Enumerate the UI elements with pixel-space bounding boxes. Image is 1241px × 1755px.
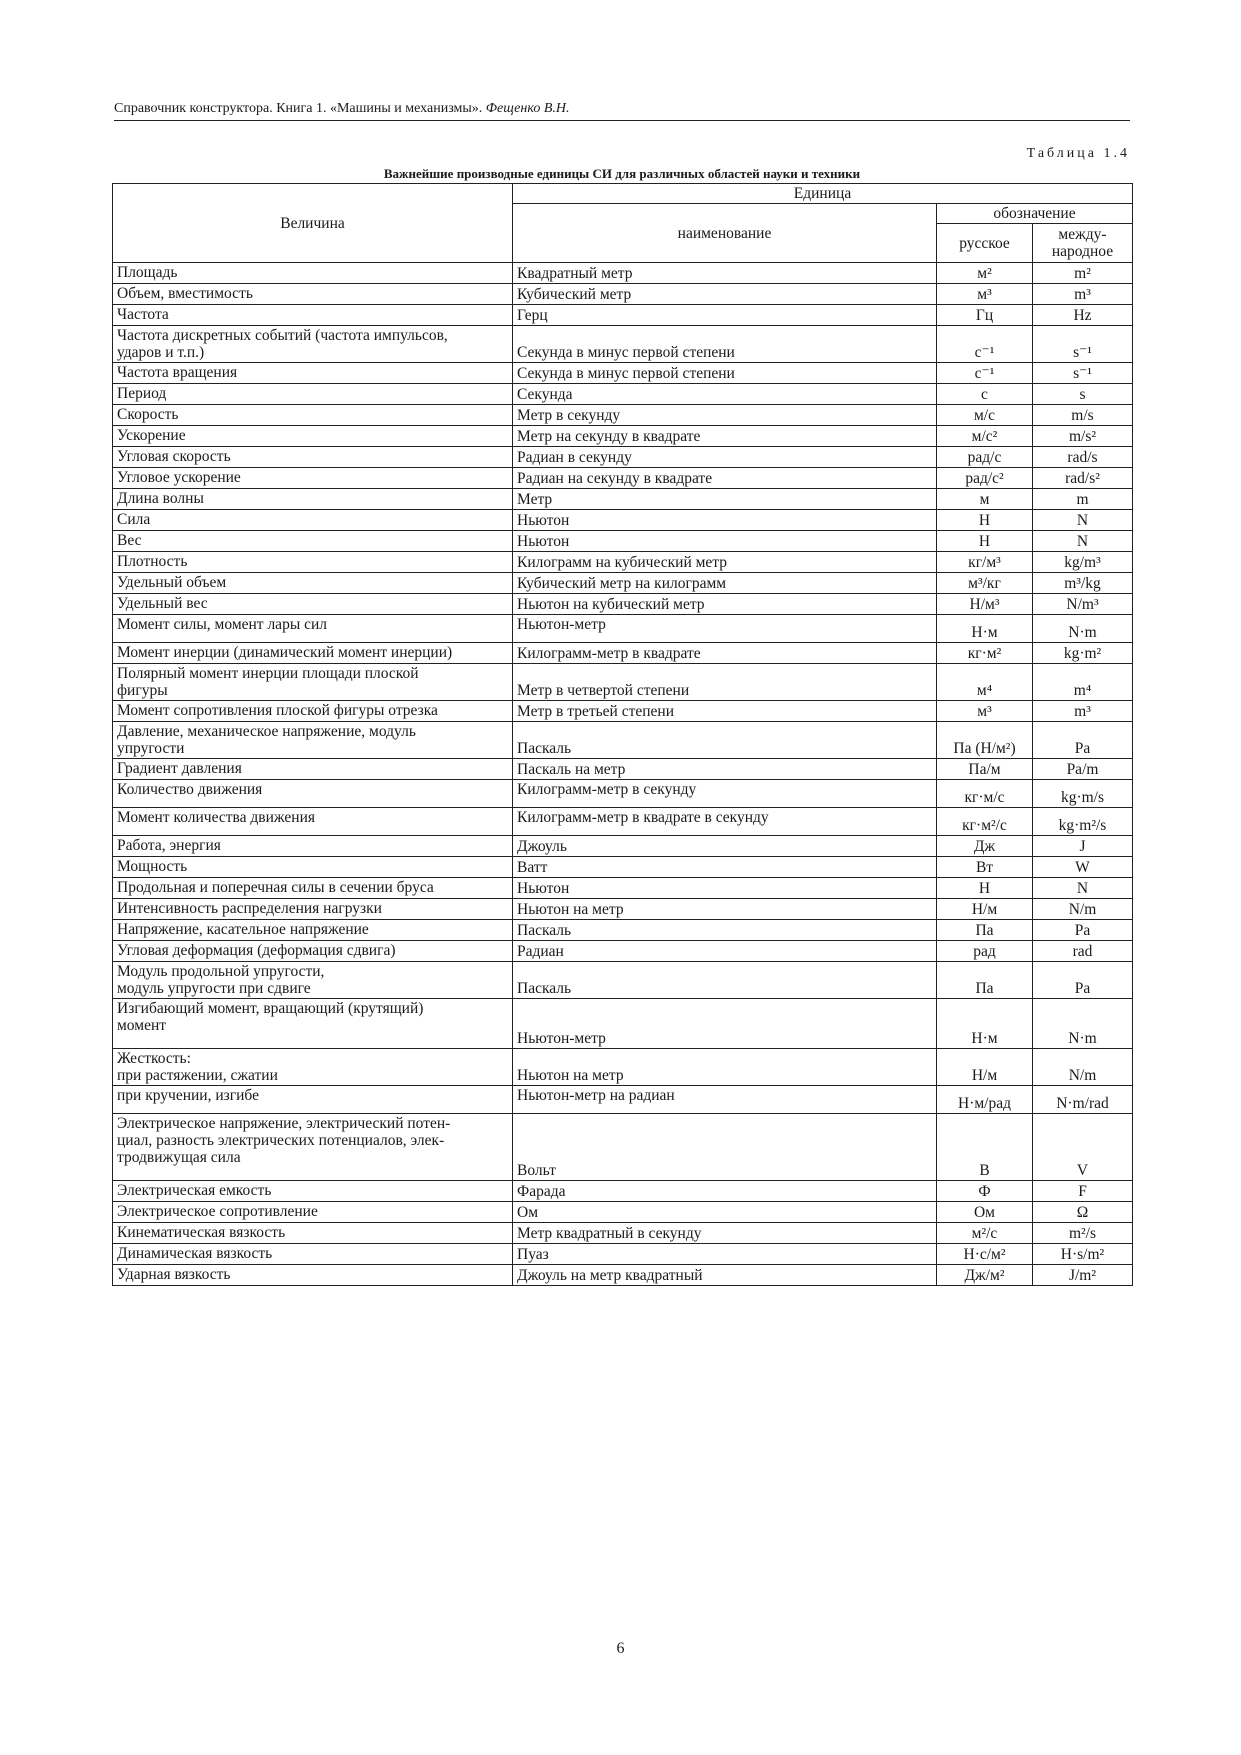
cell-russian: м³ [937,701,1033,722]
quantity-line: Частота дискретных событий (частота импульсов, [117,327,448,344]
cell-name: Джоуль на метр квадратный [513,1265,937,1286]
page-header [114,100,1130,121]
cell-name: Паскаль [513,962,937,999]
cell-quantity [113,426,513,447]
cell-russian: Н/м³ [937,594,1033,615]
header-author: Фещенко В.Н. [485,101,570,116]
cell-international: m/s [1033,405,1133,426]
cell-name: Фарада [513,1181,937,1202]
cell-russian: Н/м [937,1049,1033,1086]
cell-name: Ньютон на метр [513,899,937,920]
cell-quantity [113,664,513,701]
cell-name: Метр в четвертой степени [513,664,937,701]
header-text: Справочник конструктора. Книга 1. «Машины и механизмы». [114,101,486,116]
cell-international: N·m/rad [1033,1086,1133,1114]
cell-russian: с⁻¹ [937,363,1033,384]
cell-international: Pa/m [1033,759,1133,780]
cell-russian: Па (Н/м²) [937,722,1033,759]
cell-name: Ньютон на метр [513,1049,937,1086]
cell-quantity [113,1202,513,1223]
quantity-line: Мощность [117,858,188,875]
cell-russian: рад/с² [937,468,1033,489]
cell-quantity [113,920,513,941]
quantity-line: циал, разность электрических потенциалов, элек- [117,1132,445,1149]
cell-name: Ньютон-метр [513,615,937,643]
cell-name: Килограмм-метр в квадрате [513,643,937,664]
cell-name: Радиан [513,941,937,962]
cell-name: Ом [513,1202,937,1223]
cell-quantity [113,836,513,857]
quantity-line: Момент силы, момент лары сил [117,616,328,633]
cell-name: Радиан в секунду [513,447,937,468]
cell-quantity [113,594,513,615]
cell-international: m/s² [1033,426,1133,447]
cell-name: Метр в третьей степени [513,701,937,722]
cell-international: rad [1033,941,1133,962]
cell-name: Ньютон [513,510,937,531]
cell-quantity [113,857,513,878]
quantity-line: Угловое ускорение [117,469,241,486]
cell-russian: рад/с [937,447,1033,468]
cell-international: kg·m²/s [1033,808,1133,836]
cell-quantity [113,468,513,489]
cell-russian: Н [937,510,1033,531]
cell-international: V [1033,1114,1133,1181]
cell-name: Ньютон-метр [513,999,937,1049]
header-designation: обозначение [937,204,1133,224]
cell-quantity [113,1265,513,1286]
cell-international: F [1033,1181,1133,1202]
cell-name: Ньютон [513,531,937,552]
cell-international: rad/s [1033,447,1133,468]
cell-russian: Н/м [937,899,1033,920]
cell-international: kg/m³ [1033,552,1133,573]
quantity-line: при кручении, изгибе [117,1087,259,1104]
quantity-line: Изгибающий момент, вращающий (крутящий) [117,1000,424,1017]
cell-name: Пуаз [513,1244,937,1265]
table-row [113,573,1133,594]
cell-name: Секунда в минус первой степени [513,363,937,384]
cell-quantity [113,1181,513,1202]
table-row [113,615,1133,643]
cell-russian: кг/м³ [937,552,1033,573]
cell-international: Pa [1033,722,1133,759]
cell-russian: Н [937,878,1033,899]
table-row [113,1265,1133,1286]
table-row [113,594,1133,615]
quantity-line: Полярный момент инерции площади плоской [117,665,419,682]
quantity-line: Интенсивность распределения нагрузки [117,900,382,917]
cell-name: Паскаль на метр [513,759,937,780]
cell-quantity [113,1086,513,1114]
table-row [113,263,1133,284]
quantity-line: Период [117,385,167,402]
table-row [113,531,1133,552]
quantity-line: Вес [117,532,142,549]
cell-name: Ньютон [513,878,937,899]
cell-quantity [113,722,513,759]
cell-russian: м³ [937,284,1033,305]
cell-russian: м/с [937,405,1033,426]
cell-russian: кг·м² [937,643,1033,664]
cell-russian: Па [937,962,1033,999]
quantity-line: Кинематическая вязкость [117,1224,286,1241]
table-row [113,363,1133,384]
cell-quantity [113,643,513,664]
table-row [113,1181,1133,1202]
cell-quantity [113,808,513,836]
cell-international: m⁴ [1033,664,1133,701]
cell-russian: Ф [937,1181,1033,1202]
quantity-line: Количество движения [117,781,263,798]
header-russian: русское [937,224,1033,263]
cell-russian: В [937,1114,1033,1181]
cell-russian: м/с² [937,426,1033,447]
quantity-line: при растяжении, сжатии [117,1067,278,1084]
cell-quantity [113,573,513,594]
quantity-line: Работа, энергия [117,837,221,854]
cell-quantity [113,962,513,999]
cell-name: Джоуль [513,836,937,857]
table-row [113,878,1133,899]
quantity-line: Электрическая емкость [117,1182,272,1199]
table-row [113,1114,1133,1181]
cell-russian: Дж [937,836,1033,857]
cell-quantity [113,405,513,426]
quantity-line: Градиент давления [117,760,242,777]
cell-name: Кубический метр на килограмм [513,573,937,594]
cell-russian: м² [937,263,1033,284]
quantity-line: Динамическая вязкость [117,1245,273,1262]
quantity-line: Момент количества движения [117,809,315,826]
quantity-line: Сила [117,511,151,528]
cell-quantity [113,531,513,552]
table-row [113,701,1133,722]
cell-international: m [1033,489,1133,510]
header-international: между-народное [1033,224,1133,263]
cell-international: m³/kg [1033,573,1133,594]
cell-russian: Гц [937,305,1033,326]
cell-quantity [113,510,513,531]
cell-international: W [1033,857,1133,878]
cell-quantity [113,1223,513,1244]
cell-international: N [1033,510,1133,531]
cell-name: Килограмм-метр в секунду [513,780,937,808]
cell-international: Pa [1033,962,1133,999]
cell-international: N [1033,531,1133,552]
cell-international: Ω [1033,1202,1133,1223]
cell-russian: Н·м [937,615,1033,643]
quantity-line: Удельный вес [117,595,208,612]
cell-international: N·m [1033,999,1133,1049]
quantity-line: Модуль продольной упругости, [117,963,325,980]
cell-name: Метр на секунду в квадрате [513,426,937,447]
cell-name: Метр в секунду [513,405,937,426]
quantity-line: Угловая скорость [117,448,231,465]
cell-russian: рад [937,941,1033,962]
quantity-line: Плотность [117,553,188,570]
quantity-line: Электрическое напряжение, электрический потен- [117,1115,451,1132]
cell-quantity [113,489,513,510]
table-row [113,510,1133,531]
cell-russian: Н·м/рад [937,1086,1033,1114]
cell-name: Секунда в минус первой степени [513,326,937,363]
cell-russian: Дж/м² [937,1265,1033,1286]
quantity-line: Продольная и поперечная силы в сечении бруса [117,879,434,896]
quantity-line: ударов и т.п.) [117,344,205,361]
cell-quantity [113,326,513,363]
cell-international: m³ [1033,701,1133,722]
table-number: Таблица 1.4 [1026,146,1130,161]
cell-name: Метр [513,489,937,510]
quantity-line: Ударная вязкость [117,1266,231,1283]
quantity-line: Скорость [117,406,179,423]
quantity-line: упругости [117,740,185,757]
quantity-line: тродвижущая сила [117,1149,241,1166]
cell-quantity [113,263,513,284]
quantity-line: Длина волны [117,490,204,507]
table-row [113,759,1133,780]
cell-quantity [113,780,513,808]
cell-russian: Па/м [937,759,1033,780]
table-row [113,1202,1133,1223]
cell-name: Ньютон на кубический метр [513,594,937,615]
quantity-line: Площадь [117,264,178,281]
cell-quantity [113,552,513,573]
table-row [113,284,1133,305]
table-head [113,184,1133,263]
cell-international: N/m [1033,1049,1133,1086]
cell-russian: Вт [937,857,1033,878]
cell-russian: Ом [937,1202,1033,1223]
header-unit: Единица [513,184,1133,204]
cell-name: Ватт [513,857,937,878]
cell-international: s [1033,384,1133,405]
quantity-line: Момент сопротивления плоской фигуры отрезка [117,702,438,719]
cell-quantity [113,1049,513,1086]
cell-quantity [113,284,513,305]
header-name: наименование [513,204,937,263]
cell-quantity [113,701,513,722]
table-row [113,664,1133,701]
cell-quantity [113,1244,513,1265]
table-row [113,999,1133,1049]
cell-name: Ньютон-метр на радиан [513,1086,937,1114]
cell-russian: с [937,384,1033,405]
quantity-line: Давление, механическое напряжение, модуль [117,723,416,740]
cell-international: m³ [1033,284,1133,305]
table-row [113,722,1133,759]
cell-quantity [113,305,513,326]
cell-russian: м²/с [937,1223,1033,1244]
cell-quantity [113,615,513,643]
quantity-line: Объем, вместимость [117,285,253,302]
cell-quantity [113,1114,513,1181]
cell-quantity [113,899,513,920]
cell-name: Вольт [513,1114,937,1181]
quantity-line: момент [117,1017,167,1034]
page-number: 6 [616,1640,625,1657]
table-title: Важнейшие производные единицы СИ для различных областей науки и техники [383,166,861,181]
quantity-line: Частота вращения [117,364,238,381]
cell-russian: Н [937,531,1033,552]
cell-russian: м [937,489,1033,510]
quantity-line: Момент инерции (динамический момент инерции) [117,644,453,661]
cell-international: Hz [1033,305,1133,326]
quantity-line: фигуры [117,682,168,699]
cell-international: N [1033,878,1133,899]
cell-international: H·s/m² [1033,1244,1133,1265]
cell-name: Килограмм-метр в квадрате в секунду [513,808,937,836]
quantity-line: Электрическое сопротивление [117,1203,318,1220]
quantity-line: Напряжение, касательное напряжение [117,921,369,938]
cell-russian: Н·м [937,999,1033,1049]
cell-russian: м⁴ [937,664,1033,701]
table-row [113,857,1133,878]
cell-quantity [113,941,513,962]
cell-international: s⁻¹ [1033,363,1133,384]
table-row [113,468,1133,489]
quantity-line: Удельный объем [117,574,227,591]
table-row [113,489,1133,510]
table-row [113,899,1133,920]
cell-quantity [113,999,513,1049]
cell-russian: кг·м²/с [937,808,1033,836]
table-row [113,1223,1133,1244]
quantity-line: Жесткость: [117,1050,191,1067]
table-row [113,326,1133,363]
cell-name: Метр квадратный в секунду [513,1223,937,1244]
cell-name: Кубический метр [513,284,937,305]
cell-international: m² [1033,263,1133,284]
quantity-line: Ускорение [117,427,186,444]
cell-quantity [113,384,513,405]
table-row [113,426,1133,447]
cell-name: Радиан на секунду в квадрате [513,468,937,489]
cell-quantity [113,363,513,384]
table-row [113,780,1133,808]
table-row [113,836,1133,857]
cell-russian: Н·с/м² [937,1244,1033,1265]
cell-russian: Па [937,920,1033,941]
table-row [113,447,1133,468]
header-quantity: Величина [113,184,513,263]
table-row [113,405,1133,426]
cell-russian: м³/кг [937,573,1033,594]
cell-quantity [113,759,513,780]
cell-international: m²/s [1033,1223,1133,1244]
cell-international: N·m [1033,615,1133,643]
table-row [113,384,1133,405]
table-row [113,941,1133,962]
cell-international: J [1033,836,1133,857]
cell-international: s⁻¹ [1033,326,1133,363]
cell-russian: с⁻¹ [937,326,1033,363]
table-row [113,962,1133,999]
cell-name: Паскаль [513,920,937,941]
table-row [113,808,1133,836]
cell-name: Герц [513,305,937,326]
table-row [113,1244,1133,1265]
cell-international: kg·m/s [1033,780,1133,808]
cell-international: N/m [1033,899,1133,920]
table-row [113,920,1133,941]
quantity-line: модуль упругости при сдвиге [117,980,311,997]
cell-russian: кг·м/с [937,780,1033,808]
cell-international: kg·m² [1033,643,1133,664]
quantity-line: Частота [117,306,169,323]
table-row [113,305,1133,326]
cell-international: N/m³ [1033,594,1133,615]
quantity-line: Угловая деформация (деформация сдвига) [117,942,396,959]
units-table [112,183,1133,1286]
cell-name: Паскаль [513,722,937,759]
table-body [113,263,1133,1286]
cell-quantity [113,447,513,468]
cell-international: rad/s² [1033,468,1133,489]
cell-name: Килограмм на кубический метр [513,552,937,573]
table-row [113,552,1133,573]
table-row [113,643,1133,664]
cell-name: Квадратный метр [513,263,937,284]
cell-international: J/m² [1033,1265,1133,1286]
table-row [113,1049,1133,1086]
cell-international: Pa [1033,920,1133,941]
cell-quantity [113,878,513,899]
cell-name: Секунда [513,384,937,405]
table-row [113,1086,1133,1114]
